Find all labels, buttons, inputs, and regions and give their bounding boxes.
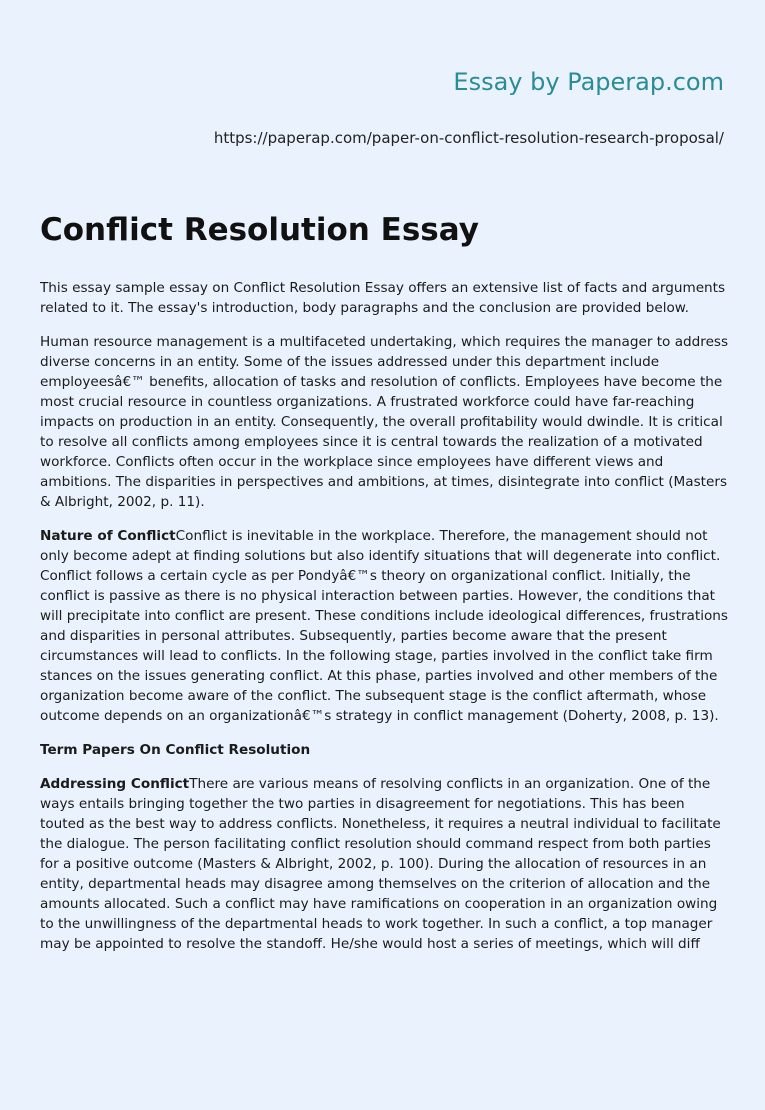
intro-paragraph: This essay sample essay on Conflict Resolution Essay offers an extensive list of facts and arguments related to it. The essay's introduction, body paragraphs and the conclusion are provided below. [40,280,726,316]
addressing-body: There are various means of resolving conflicts in an organization. One of the ways entails bringing together the two parties in disagreement for negotiations. This has been touted as the best way to address conflicts. Nonetheless, it requires a neutral individual to facilitate the dialogue. The person facilitating conflict resolution should command respect from both parties for a positive outcome (Masters & Albright, 2002, p. 100). During the allocation of resources in an entity, departmental heads may disagree among themselves on the criterion of allocation and the amounts allocated. Such a conflict may have ramifications on cooperation in an organization owing to the unwillingness of the departmental heads to work together. In such a conflict, a top manager may be appointed to resolve the standoff. He/she would host a series of meetings, which will diff [40,776,721,952]
addressing-paragraph [40,774,730,954]
nature-heading: Nature of Conflict [40,528,176,544]
term-papers-paragraph [40,740,730,760]
nature-paragraph [40,526,730,726]
hr-paragraph: Human resource management is a multifaceted undertaking, which requires the manager to address diverse concerns in an entity. Some of the issues addressed under this department include employeesâ€™ benefits, allocation of tasks and resolution of conflicts. Employees have become the most crucial resource in countless organizations. A frustrated workforce could have far-reaching impacts on production in an entity. Consequently, the overall profitability would dwindle. It is critical to resolve all conflicts among employees since it is central towards the realization of a motivated workforce. Conflicts often occur in the workplace since employees have different views and ambitions. The disparities in perspectives and ambitions, at times, disintegrate into conflict (Masters & Albright, 2002, p. 11). [40,334,729,510]
addressing-heading: Addressing Conflict [40,776,190,792]
page-title: Conflict Resolution Essay [40,212,479,248]
site-brand[interactable]: Essay by Paperap.com [453,68,724,96]
source-url[interactable]: https://paperap.com/paper-on-conflict-resolution-research-proposal/ [213,129,724,147]
essay-body [40,278,730,968]
nature-body: Conflict is inevitable in the workplace. Therefore, the management should not only become adept at finding solutions but also identify situations that will degenerate into conflict. Conflict follows a certain cycle as per Pondyâ€™s theory on organizational conflict. Initially, the conflict is passive as there is no physical interaction between parties. However, the conditions that will precipitate into conflict are present. These conditions include ideological differences, frustrations and disparities in personal attributes. Subsequently, parties become aware that the present circumstances will lead to conflicts. In the following stage, parties involved in the conflict take firm stances on the issues generating conflict. At this phase, parties involved and other members of the organization become aware of the conflict. The subsequent stage is the conflict aftermath, whose outcome depends on an organizationâ€™s strategy in conflict management (Doherty, 2008, p. 13). [40,528,729,724]
term-papers-heading: Term Papers On Conflict Resolution [40,742,311,758]
